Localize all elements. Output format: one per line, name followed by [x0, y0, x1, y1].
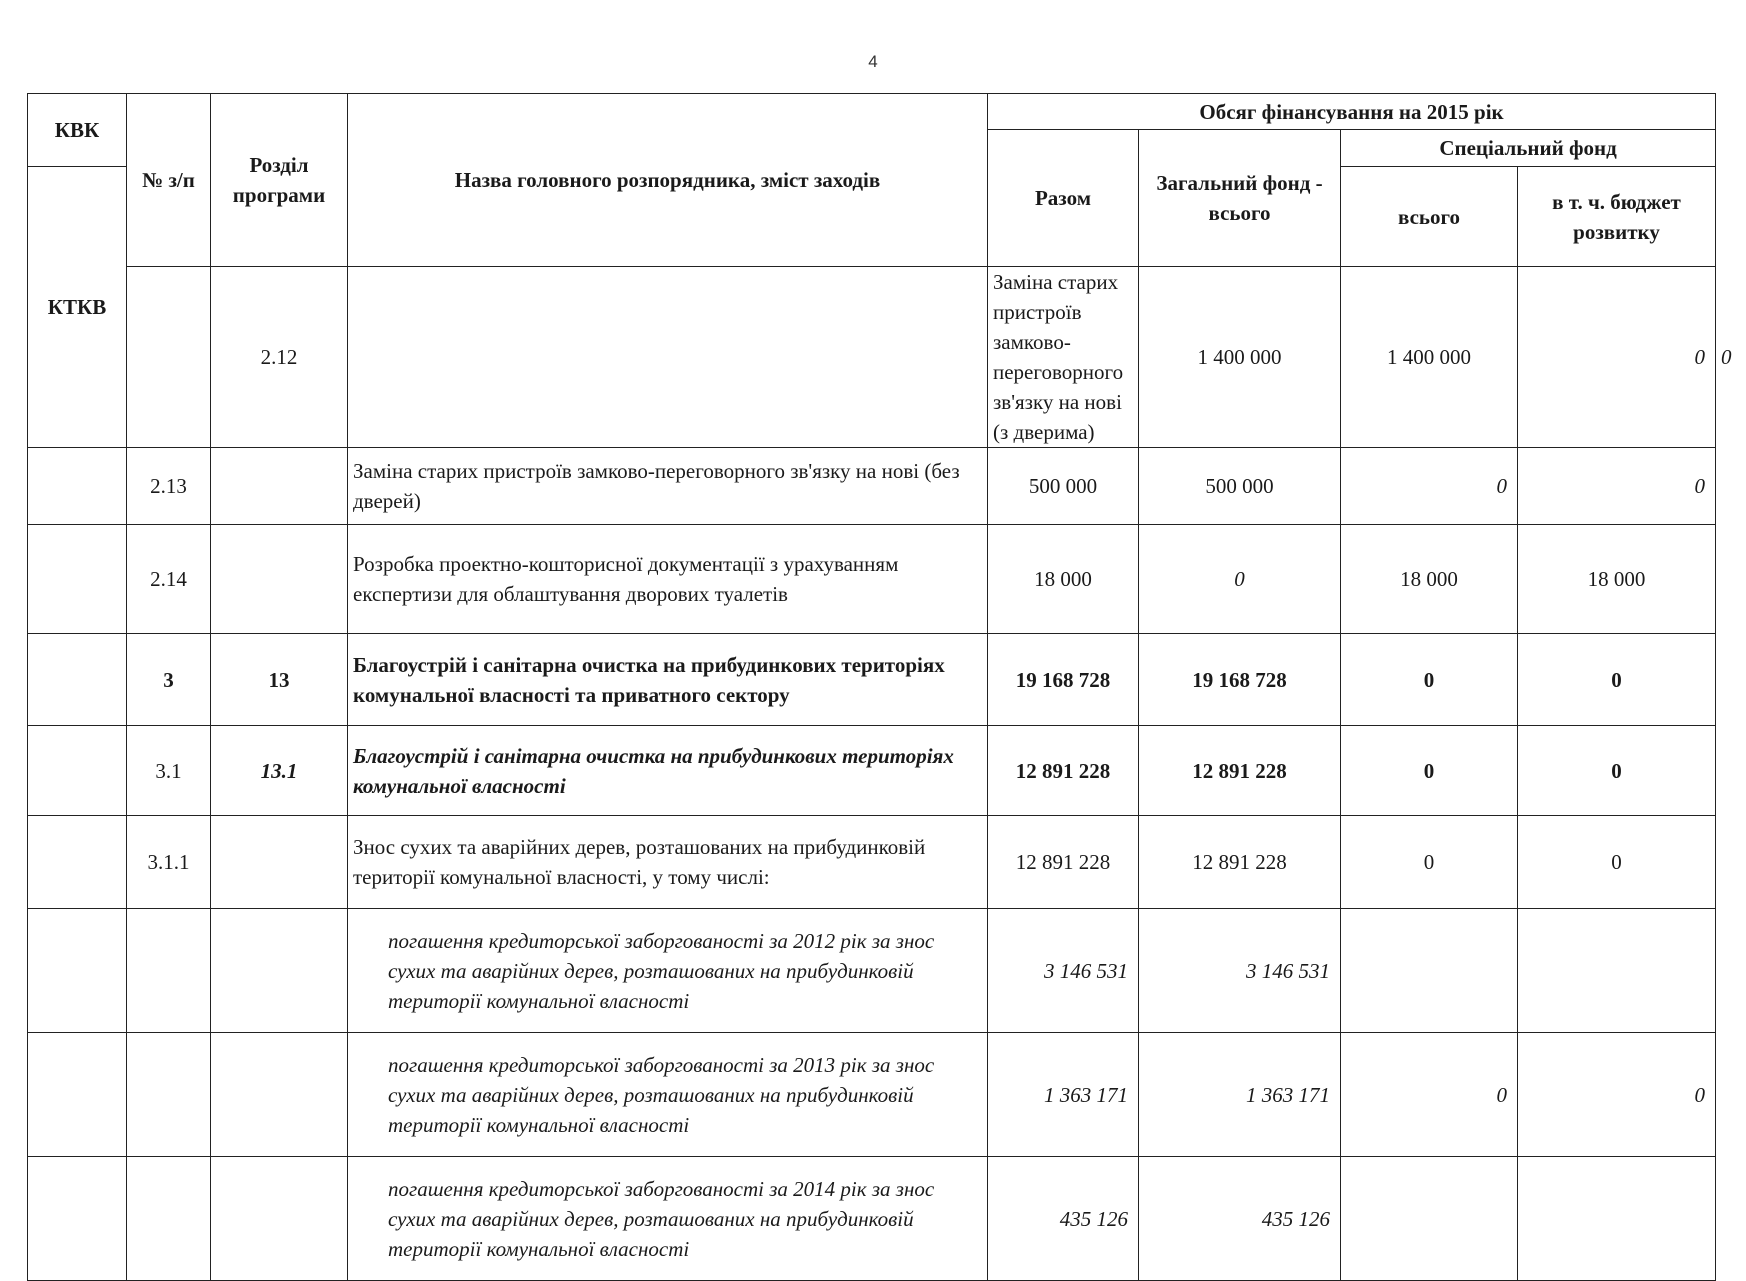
- header-section: Розділ програми: [211, 94, 348, 267]
- row-special: [1341, 909, 1518, 1033]
- header-financing: Обсяг фінансування на 2015 рік: [988, 94, 1716, 130]
- table-row: [28, 525, 1716, 634]
- table-row: [28, 816, 1716, 909]
- row-total: 500 000: [988, 448, 1139, 525]
- header-total: Разом: [988, 130, 1139, 267]
- header-ktkv: КТКВ: [28, 167, 127, 448]
- table-row: [28, 1157, 1716, 1281]
- row-dev: 0: [1518, 634, 1716, 726]
- row-special: [1341, 1157, 1518, 1281]
- table-row: [28, 1033, 1716, 1157]
- row-total: 12 891 228: [988, 726, 1139, 816]
- row-num: 2.14: [127, 525, 211, 634]
- row-name: погашення кредиторської заборгованості за 2013 рік за знос сухих та аварійних дерев, розташованих на прибудинковій території комунальної власності: [348, 1033, 988, 1157]
- row-dev: 0: [1518, 816, 1716, 909]
- row-name: погашення кредиторської заборгованості за 2014 рік за знос сухих та аварійних дерев, розташованих на прибудинковій території комунальної власності: [348, 1157, 988, 1281]
- row-general: 19 168 728: [1139, 634, 1341, 726]
- row-special: 18 000: [1341, 525, 1518, 634]
- row-dev: 0: [1518, 726, 1716, 816]
- header-kvk: КВК: [28, 94, 127, 167]
- table-row: [28, 726, 1716, 816]
- table-row: [28, 909, 1716, 1033]
- header-general-fund: Загальний фонд - всього: [1139, 130, 1341, 267]
- row-total: 12 891 228: [988, 816, 1139, 909]
- row-special: 0: [1518, 267, 1716, 448]
- row-general: 12 891 228: [1139, 816, 1341, 909]
- row-name: Благоустрій і санітарна очистка на прибудинкових територіях комунальної власності та приватного сектору: [348, 634, 988, 726]
- row-dev: [1518, 1157, 1716, 1281]
- header-special-total: всього: [1341, 167, 1518, 267]
- header-special-fund: Спеціальний фонд: [1341, 130, 1716, 167]
- row-dev: 0: [1518, 1033, 1716, 1157]
- row-general: 12 891 228: [1139, 726, 1341, 816]
- table-row: 2.12 Заміна старих пристроїв замково-переговорного зв'язку на нові (з дверима) 1 400 000 1 400 000 0 0: [28, 267, 1716, 448]
- row-dev: 0: [1518, 448, 1716, 525]
- row-name: Розробка проектно-кошторисної документації з урахуванням експертизи для облаштування дворових туалетів: [348, 525, 988, 634]
- page-number: 4: [868, 52, 878, 71]
- row-num: 3.1.1: [127, 816, 211, 909]
- row-section: 13.1: [211, 726, 348, 816]
- row-total: 3 146 531: [988, 909, 1139, 1033]
- row-num: 3.1: [127, 726, 211, 816]
- row-total: 1 363 171: [988, 1033, 1139, 1157]
- row-total: 435 126: [988, 1157, 1139, 1281]
- row-name: Знос сухих та аварійних дерев, розташованих на прибудинковій території комунальної власності, у тому числі:: [348, 816, 988, 909]
- row-name: Благоустрій і санітарна очистка на прибудинкових територіях комунальної власності: [348, 726, 988, 816]
- row-general: 500 000: [1139, 448, 1341, 525]
- row-special: 0: [1341, 726, 1518, 816]
- row-name: Заміна старих пристроїв замково-переговорного зв'язку на нові (без дверей): [348, 448, 988, 525]
- row-general: 0: [1139, 525, 1341, 634]
- row-name: Заміна старих пристроїв замково-переговорного зв'язку на нові (з дверима): [988, 267, 1139, 448]
- header-name: Назва головного розпорядника, зміст заходів: [348, 94, 988, 267]
- row-dev: [1518, 909, 1716, 1033]
- financing-table: [27, 93, 1732, 1281]
- row-section: 13: [211, 634, 348, 726]
- row-total: 19 168 728: [988, 634, 1139, 726]
- row-total: 18 000: [988, 525, 1139, 634]
- row-special: 0: [1341, 634, 1518, 726]
- row-total: 1 400 000: [1139, 267, 1341, 448]
- row-num: 2.12: [211, 267, 348, 448]
- table-row: [28, 448, 1716, 525]
- row-special: 0: [1341, 1033, 1518, 1157]
- row-name: погашення кредиторської заборгованості за 2012 рік за знос сухих та аварійних дерев, розташованих на прибудинковій території комунальної власності: [348, 909, 988, 1033]
- row-special: 0: [1341, 816, 1518, 909]
- row-general: 435 126: [1139, 1157, 1341, 1281]
- header-special-dev: в т. ч. бюджет розвитку: [1518, 167, 1716, 267]
- row-num: 2.13: [127, 448, 211, 525]
- header-num: № з/п: [127, 94, 211, 267]
- row-general: 1 363 171: [1139, 1033, 1341, 1157]
- row-num: 3: [127, 634, 211, 726]
- row-special: 0: [1341, 448, 1518, 525]
- table-row: [28, 634, 1716, 726]
- row-dev: 18 000: [1518, 525, 1716, 634]
- row-general: 1 400 000: [1341, 267, 1518, 448]
- row-general: 3 146 531: [1139, 909, 1341, 1033]
